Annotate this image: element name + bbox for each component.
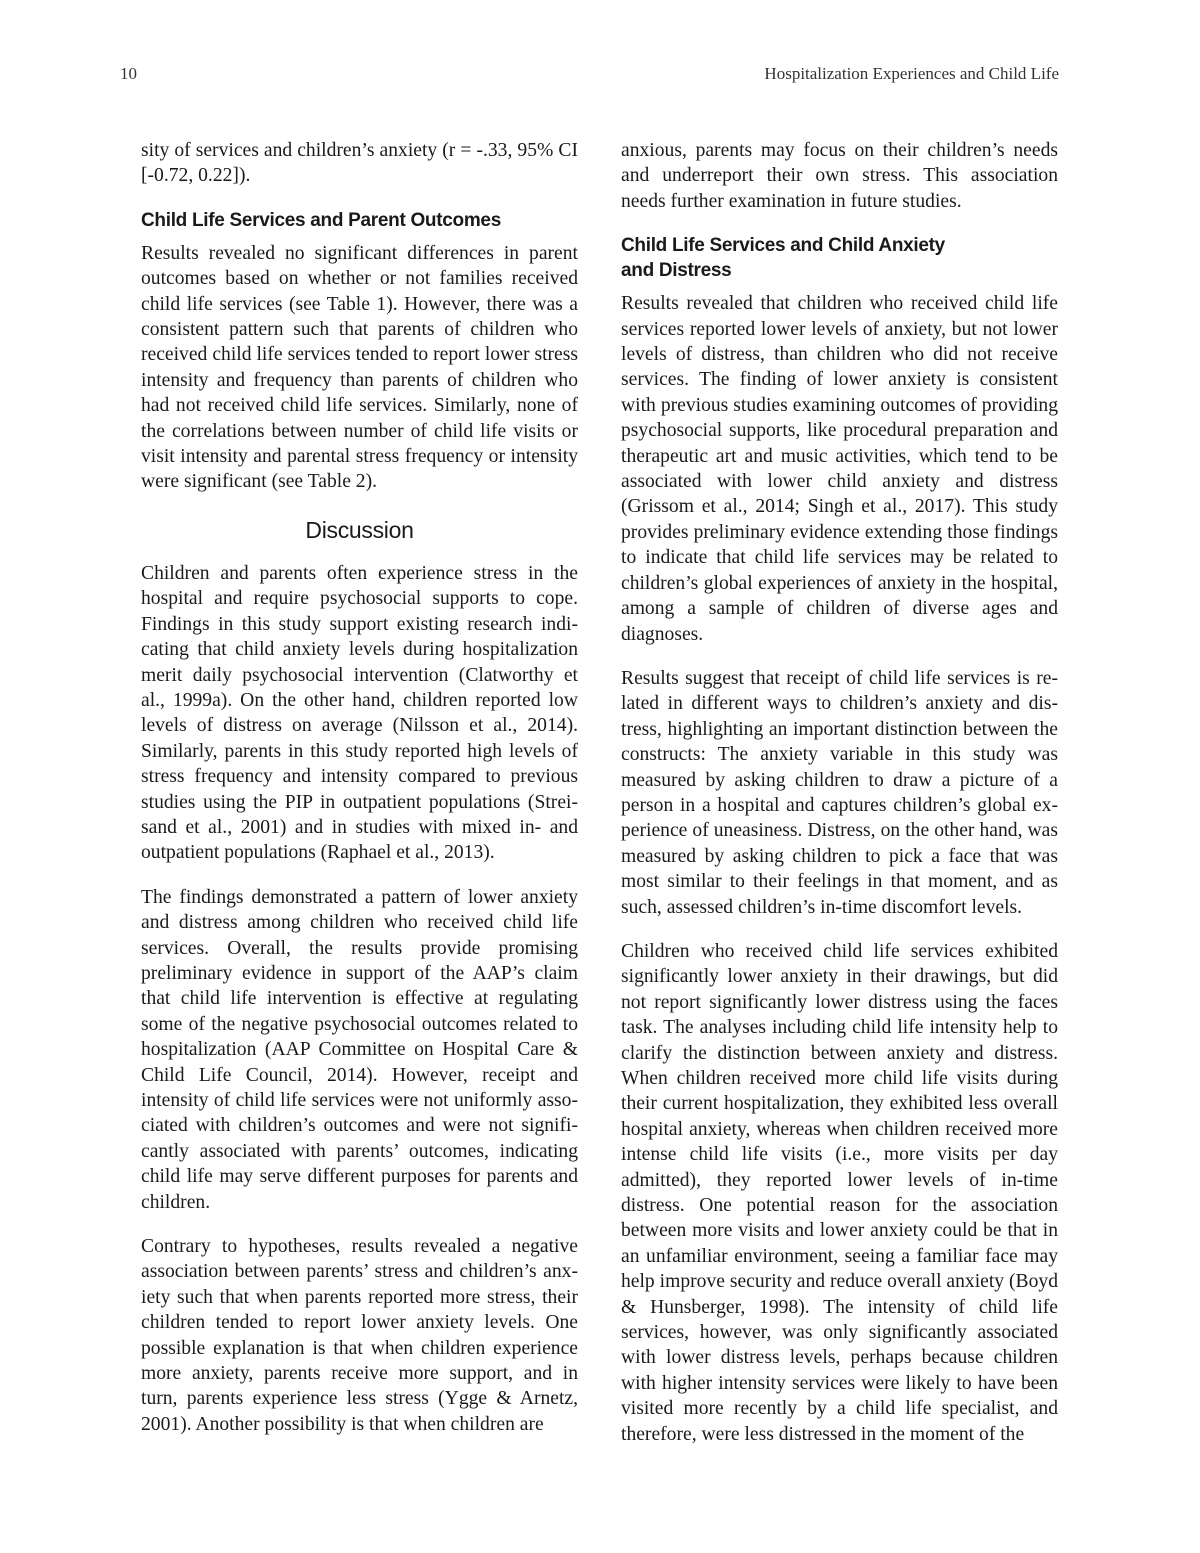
paragraph: The findings demonstrated a pattern of lower anxiety and distress among children who received child life services. Overall, the results provide promising preliminary evidence in support of the AAP’s claim that child life intervention is effective at regulating some of the negative psychosocial outcomes related to hospitalization (AAP Committee on Hospital Care & Child Life Council, 2014). However, receipt and intensity of child life services were not uniformly associated with children’s outcomes and were not significantly associated with parents’ outcomes, indicating child life may serve different purposes for parents and children. (141, 886, 578, 1213)
paragraph: Contrary to hypotheses, results revealed a negative association between parents’ stress and children’s anxiety such that when parents reported more stress, their children tended to report lower anxiety levels. One possible explanation is that when children experience more anxiety, parents receive more support, and in turn, parents experience less stress (Ygge & Arnetz, 2001). Another possibility is that when children are (141, 1236, 578, 1435)
subheading-child-anxiety: Child Life Services and Child Anxiety and Distress (621, 235, 945, 282)
paragraph: sity of services and children’s anxiety (r = -.33, 95% CI [-0.72, 0.22]). (141, 140, 578, 187)
page-number: 10 (120, 64, 137, 83)
paragraph: Results revealed that children who received child life services reported lower levels of anxiety, but not lower levels of distress, than children who did not receive services. The finding of lower anxiety is consistent with previous studies examining outcomes of providing psychosocial supports, like procedural preparation and therapeutic art and music activities, which tend to be associated with lower child anxiety and distress (Grissom et al., 2014; Singh et al., 2017). This study provides preliminary evidence extending those findings to indicate that child life services may be related to children’s global experiences of anxiety in the hospital, among a sample of children of diverse ages and diagnoses. (621, 293, 1058, 645)
paragraph: Children who received child life services exhibited significantly lower anxiety in their drawings, but did not report significantly lower distress using the faces task. The analyses including child life intensity help to clarify the distinction between anxiety and distress. When children received more child life visits during their current hospitalization, they exhibited less overall hospital anxiety, whereas when children received more intense child life visits (i.e., more visits per day admitted), they reported lower levels of in-time distress. One potential reason for the association between more visits and lower anxiety could be that in an unfamiliar environment, seeing a familiar face may help improve security and reduce overall anxiety (Boyd & Hunsberger, 1998). The intensity of child life services, however, was only significantly associated with lower distress levels, perhaps because children with higher intensity services were likely to have been visited more recently by a child life specialist, and therefore, were less distressed in the moment of the (621, 940, 1058, 1445)
paragraph: Results revealed no significant differences in parent outcomes based on whether or not families received child life services (see Table 1). However, there was a consistent pattern such that parents of children who received child life services tended to report lower stress intensity and frequency than parents of children who had not received child life services. Similarly, none of the correlations between number of child life visits or visit intensity and parental stress frequency or intensity were significant (see Table 2). (141, 242, 578, 493)
running-title: Hospitalization Experiences and Child Life (764, 64, 1059, 83)
paragraph: Children and parents often experience stress in the hospital and require psychosocial supports to cope. Findings in this study support existing research indicating that child anxiety levels during hospitalization merit daily psychosocial intervention (Clatworthy et al., 1999a). On the other hand, children reported low levels of distress on average (Nilsson et al., 2014). Similarly, parents in this study reported high levels of stress frequency and intensity compared to previous studies using the PIP in outpatient populations (Streisand et al., 2001) and in studies with mixed in- and outpatient populations (Raphael et al., 2013). (141, 562, 578, 864)
subheading-parent-outcomes: Child Life Services and Parent Outcomes (141, 209, 501, 231)
paragraph: Results suggest that receipt of child life services is related in different ways to children’s anxiety and distress, highlighting an important distinction between the constructs: The anxiety variable in this study was measured by asking children to draw a picture of a person in a hospital and captures children’s global experience of uneasiness. Distress, on the other hand, was measured by asking children to pick a face that was most similar to their feelings in that moment, and as such, assessed children’s in-time discomfort levels. (621, 667, 1058, 918)
left-column (141, 138, 578, 1437)
right-column (621, 138, 1058, 1447)
section-heading-discussion: Discussion (305, 516, 414, 543)
paragraph: anxious, parents may focus on their children’s needs and underreport their own stress. This association needs further examination in future studies. (621, 140, 1058, 212)
